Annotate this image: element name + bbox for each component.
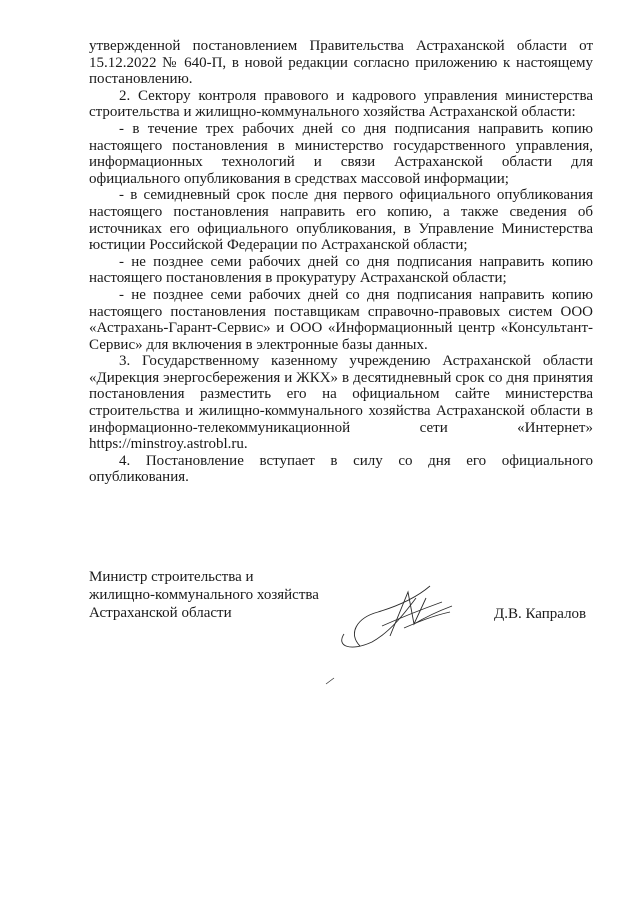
signatory-title-line: жилищно-коммунального хозяйства: [89, 587, 319, 603]
signatory-name: Д.В. Капралов: [494, 606, 587, 622]
paragraph-item-3: 3. Государственному казенному учреждению Астраханской области «Дирекция энергосбережения и ЖКХ» в десятидневный срок со дня принятия постановления разместить его на официальном сайте министерства строительства и жилищно-коммунального хозяйства Астраханской области в информационно-телекоммуникационной сети «Интернет» https://minstroy.astrobl.ru.: [89, 353, 593, 453]
signatory-title: [89, 568, 319, 622]
paragraph-approval-reference: утвержденной постановлением Правительства Астраханской области от 15.12.2022 № 640-П, в новой редакции согласно приложению к настоящему постановлению.: [89, 38, 593, 88]
handwritten-signature: [320, 568, 470, 688]
paragraph-item-2-publication: - в течение трех рабочих дней со дня подписания направить копию настоящего постановления в министерство государственного управления, информационных технологий и связи Астраханской области для официального опубликования в средствах массовой информации;: [89, 120, 593, 187]
paragraph-item-2: 2. Сектору контроля правового и кадрового управления министерства строительства и жилищно-коммунального хозяйства Астраханской области:: [89, 87, 593, 121]
paragraph-item-2-justice-ministry: - в семидневный срок после дня первого официального опубликования настоящего постановления направить его копию, а также сведения об источниках его официального опубликования, в Управление Министерства юстиции Российской Федерации по Астраханской области;: [89, 187, 593, 254]
paragraph-item-4: 4. Постановление вступает в силу со дня его официального опубликования.: [89, 452, 593, 486]
signatory-title-line: Министр строительства и: [89, 569, 254, 585]
document-body: [89, 38, 593, 486]
signatory-title-line: Астраханской области: [89, 605, 232, 621]
paragraph-item-2-prosecutor: - не позднее семи рабочих дней со дня подписания направить копию настоящего постановления в прокуратуру Астраханской области;: [89, 253, 593, 287]
paragraph-item-2-legal-systems: - не позднее семи рабочих дней со дня подписания направить копию настоящего постановления поставщикам справочно-правовых систем ООО «Астрахань-Гарант-Сервис» и ООО «Информационный центр «Консультант-Сервис» для включения в электронные базы данных.: [89, 286, 593, 353]
